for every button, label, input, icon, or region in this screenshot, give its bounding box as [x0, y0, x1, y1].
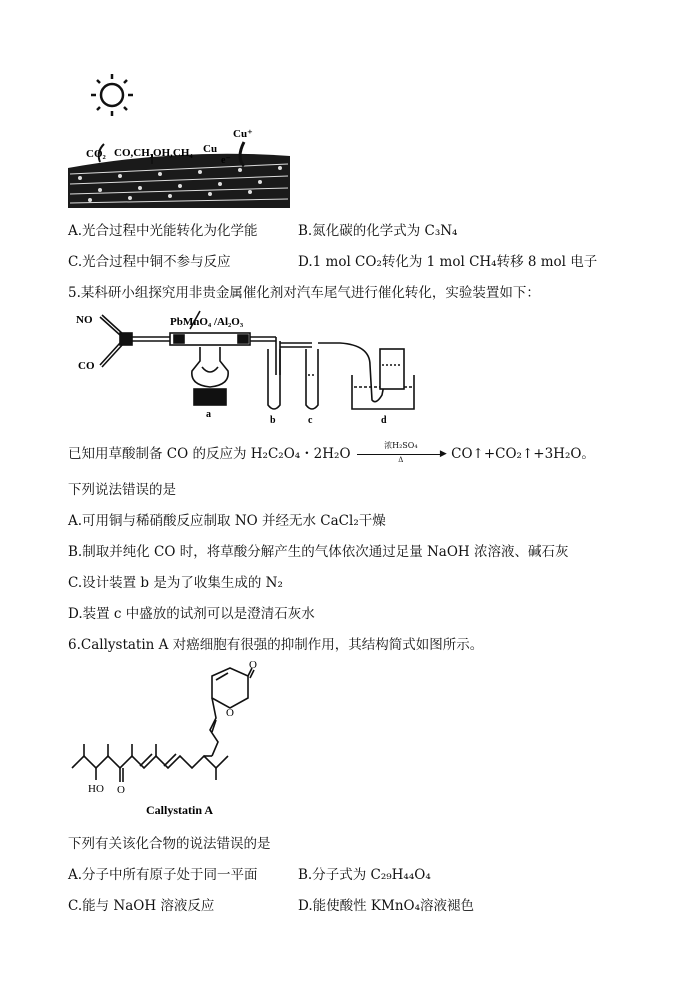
- q6-stem: 6.Callystatin A 对癌细胞有很强的抑制作用，其结构简式如图所示。: [68, 637, 484, 653]
- cu-label: Cu: [203, 143, 218, 155]
- carbon-nitride-lattice: [68, 154, 290, 208]
- equation-reactants: 已知用草酸制备 CO 的反应为 H₂C₂O₄・2H₂O: [68, 446, 351, 462]
- q5-option-d: D.装置 c 中盛放的试剂可以是澄清石灰水: [68, 606, 315, 622]
- apparatus-figure: [70, 305, 435, 430]
- q5-stem: 5.某科研小组探究用非贵金属催化剂对汽车尾气进行催化转化，实验装置如下：: [68, 285, 540, 301]
- q6-option-d: D.能使酸性 KMnO₄溶液褪色: [298, 898, 475, 914]
- q6-ask: 下列有关该化合物的说法错误的是: [68, 836, 271, 852]
- reaction-condition-arrow: 浓H₂SO₄ ▶ Δ: [355, 445, 447, 463]
- ho-label: HO: [88, 783, 104, 795]
- q6-option-a: A.分子中所有原子处于同一平面: [68, 867, 258, 883]
- q5-ask: 下列说法错误的是: [68, 482, 176, 498]
- q6-option-b: B.分子式为 C₂₉H₄₄O₄: [298, 867, 431, 883]
- products-label: CO,CH₃OH,CH₄: [114, 147, 193, 159]
- q4-option-d: D.1 mol CO₂转化为 1 mol CH₄转移 8 mol 电子: [298, 254, 598, 270]
- label-b: b: [270, 415, 276, 426]
- q4-option-a: A.光合过程中光能转化为化学能: [68, 223, 258, 239]
- label-a: a: [206, 409, 211, 420]
- q4-option-b: B.氮化碳的化学式为 C₃N₄: [298, 223, 458, 239]
- o-ketone-label: O: [117, 784, 125, 796]
- equation-products: CO↑+CO₂↑+3H₂O。: [451, 446, 595, 462]
- catalyst-label: PbMnO₄ /Al₂O₃: [170, 316, 244, 328]
- co2-label: CO₂: [86, 148, 106, 160]
- q5-known-equation: [68, 441, 595, 464]
- o-ring-label: O: [226, 707, 234, 719]
- no-label: NO: [76, 314, 93, 326]
- q5-option-a: A.可用铜与稀硝酸反应制取 NO 并经无水 CaCl₂干燥: [68, 513, 386, 529]
- compound-name: Callystatin A: [146, 803, 214, 817]
- o-carbonyl-label: O: [249, 660, 257, 671]
- co-label: CO: [78, 360, 95, 372]
- condition-bottom: Δ: [398, 456, 404, 464]
- label-c: c: [308, 415, 313, 426]
- q4-option-c: C.光合过程中铜不参与反应: [68, 254, 231, 270]
- q5-option-b: B.制取并纯化 CO 时，将草酸分解产生的气体依次通过足量 NaOH 浓溶液、碱石灰: [68, 544, 569, 560]
- electron-label: e⁻: [221, 155, 231, 166]
- q6-option-c: C.能与 NaOH 溶液反应: [68, 898, 215, 914]
- condition-top: 浓H₂SO₄: [384, 441, 418, 450]
- q5-option-c: C.设计装置 b 是为了收集生成的 N₂: [68, 575, 283, 591]
- cu-plus-label: Cu⁺: [233, 128, 253, 140]
- sun-icon: [91, 74, 133, 116]
- label-d: d: [381, 415, 387, 426]
- photocatalysis-figure: [60, 70, 300, 210]
- callystatin-structure: [66, 660, 306, 822]
